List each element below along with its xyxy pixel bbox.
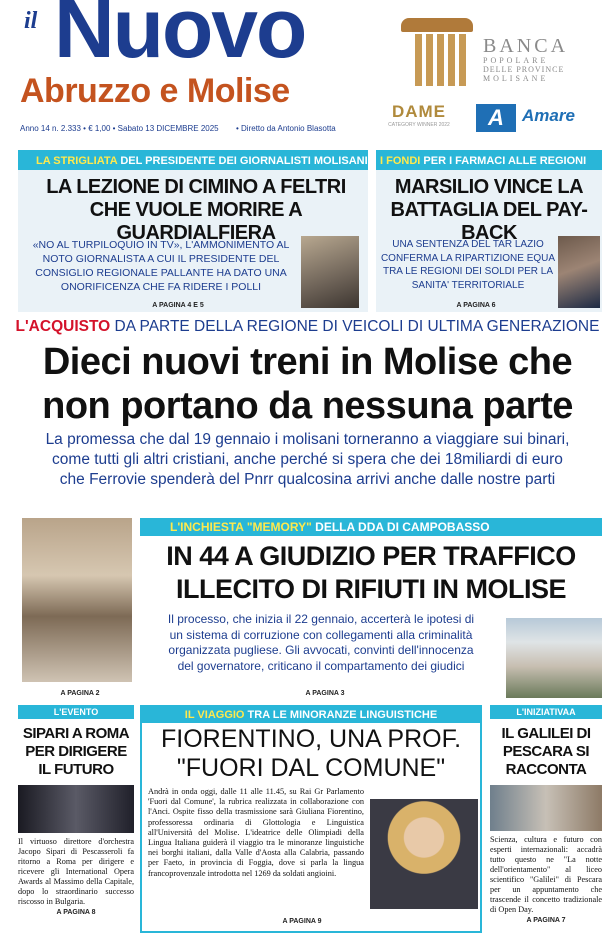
masthead-il: il: [24, 8, 38, 34]
story-body: Il virtuoso direttore d'orchestra Jacopo Sipari di Pescasseroli fa ritorno a Roma per dirigere e ricevere gli International Opera Awards al Massimo della Capitale, dopo lo straordinario successo riscosso in Bulgaria.: [18, 837, 134, 906]
story-body: «NO AL TURPILOQUIO IN TV», L'AMMONIMENTO AL NOTO GIORNALISTA A CUI IL PRESIDENTE DEL CONSIGLIO REGIONALE PALLANTE HA DATO UNA ONORIFICENZA CHE FA RIDERE I POLLI: [32, 239, 290, 293]
building-photo: [506, 618, 602, 698]
story-kicker: IL VIAGGIO TRA LE MINORANZE LINGUISTICHE: [142, 707, 480, 723]
main-kicker: L'ACQUISTO DA PARTE DELLA REGIONE DI VEICOLI DI ULTIMA GENERAZIONE: [15, 318, 600, 335]
page-ref: A PAGINA 9: [282, 918, 322, 925]
story-kicker: LA STRIGLIATA DEL PRESIDENTE DEI GIORNALISTI MOLISANI: [18, 152, 368, 170]
story-body: Andrà in onda oggi, dalle 11 alle 11.45, su Rai Gr Parlamento 'Fuori dal Comune', la rubrica realizzata in collaborazione con l'Anci. Ospite fisso della trasmissione sarà Giuliana Fiorentino, professoressa ordinaria di Glottologia e Linguistica all'Università del Molise. L'ideatrice delle Olimpiadi della Lingua Italiana guiderà il viaggio tra le minoranze linguistiche nei borghi italiani, dalla Valle d'Aosta alla Calabria, passando per Faeto, in provincia di Foggia, dove si parla la lingua francoprovenzale introdotta nel 1269 da soldati angioini.: [148, 787, 364, 878]
story-headline: SIPARI A ROMA PER DIRIGERE IL FUTURO: [22, 725, 130, 778]
story-viaggio[interactable]: [140, 705, 482, 933]
bank-ad[interactable]: [395, 14, 605, 96]
main-headline: Dieci nuovi treni in Molise che non portano da nessuna parte: [42, 341, 573, 427]
masthead-region: Abruzzo e Molise: [20, 72, 290, 110]
page-ref-left: A PAGINA 2: [60, 690, 100, 697]
page-ref: A PAGINA 4 E 5: [152, 302, 204, 309]
issue-info: Anno 14 n. 2.333 • € 1,00 • Sabato 13 DICEMBRE 2025: [20, 124, 219, 133]
page-ref: A PAGINA 3: [305, 690, 345, 697]
fiorentino-photo: [370, 799, 478, 909]
page-ref: A PAGINA 6: [456, 302, 496, 309]
story-kicker: I FONDI PER I FARMACI ALLE REGIONI: [376, 152, 602, 170]
inchiesta-headline: IN 44 A GIUDIZIO PER TRAFFICO ILLECITO DI RIFIUTI IN MOLISE: [166, 541, 576, 604]
story-strigliata[interactable]: [18, 150, 368, 312]
column-logo-icon: [401, 18, 473, 92]
bank-name: BANCA POPOLARE DELLE PROVINCE MOLISANE: [483, 35, 569, 83]
dame-logo: DAME CATEGORY WINNER 2022: [388, 102, 450, 128]
amare-logo: Amare: [522, 106, 575, 125]
story-evento[interactable]: [18, 705, 134, 933]
main-subheadline: La promessa che dal 19 gennaio i molisani torneranno a viaggiare sui binari, come tutti gli altri cristiani, anche perché si spera che dei 18miliardi di euro che Ferrovie spenderà del Pnrr qualcosina arrivi anche dalle nostre parti: [45, 431, 570, 488]
main-story[interactable]: [0, 318, 615, 508]
inchiesta-body: Il processo, che inizia il 22 gennaio, accerterà le ipotesi di un sistema di corruzione con collegamenti alla criminalità organizzata pugliese. Gli avvocati, convinti dell'innocenza del governatore, criticano il compartamento dei giudici: [167, 612, 475, 673]
story-headline: IL GALILEI DI PESCARA SI RACCONTA: [501, 725, 591, 778]
feltri-photo: [301, 236, 359, 308]
page-ref: A PAGINA 7: [526, 917, 566, 924]
section-label: L'EVENTO: [18, 705, 134, 719]
section-label: L'INIZIATIVAA: [490, 705, 602, 719]
masthead-nuovo: Nuovo: [54, 0, 306, 75]
story-iniziativa[interactable]: [490, 705, 602, 933]
meeting-photo: [22, 518, 132, 682]
story-headline: LA LEZIONE DI CIMINO A FELTRI CHE VUOLE MORIRE A GUARDIALFIERA: [46, 176, 346, 244]
director: • Diretto da Antonio Blasotta: [236, 124, 336, 133]
story-headline: FIORENTINO, UNA PROF. "FUORI DAL COMUNE": [160, 725, 462, 782]
sipari-photo: [18, 785, 134, 833]
galilei-photo: [490, 785, 602, 831]
masthead: [20, 0, 380, 140]
marsilio-photo: [558, 236, 600, 308]
story-body: Scienza, cultura e futuro con esperti internazionali: accadrà tutto questo ne "La notte dell'orientamento" al liceo scientifico "Galilei" di Pescara per un appuntamento che trascende il concetto tradizionale di Open Day.: [490, 835, 602, 914]
inchiesta-kicker: L'INCHIESTA "MEMORY" DELLA DDA DI CAMPOBASSO: [140, 518, 602, 536]
story-body: UNA SENTENZA DEL TAR LAZIO CONFERMA LA RIPARTIZIONE EQUA TRA LE REGIONI DEI SOLDI PER LA SANITA' TERRITORIALE: [380, 239, 556, 291]
a-logo-icon: A: [476, 104, 516, 132]
story-fondi[interactable]: [376, 150, 602, 312]
story-headline: MARSILIO VINCE LA BATTAGLIA DEL PAY-BACK: [390, 176, 588, 244]
page-ref: A PAGINA 8: [56, 909, 96, 916]
